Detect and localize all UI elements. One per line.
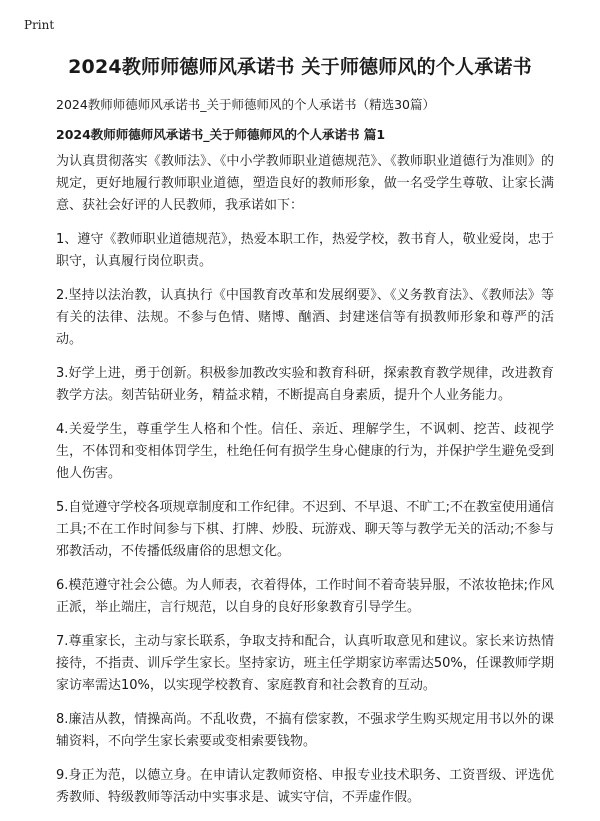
intro-paragraph: 为认真贯彻落实《教师法》、《中小学教师职业道德规范》、《教师职业道德行为准则》的规定，更好地履行教师职业道德，塑造良好的教师形象，做一名受学生尊敬、让家长满意、获社会好评的人民教师，我承诺如下： xyxy=(56,154,554,213)
pledge-item-9: 9.身正为范，以德立身。在申请认定教师资格、申报专业技术职务、工资晋级、评选优秀教师、特级教师等活动中实事求是、诚实守信，不弄虚作假。 xyxy=(56,768,554,805)
pledge-item-6: 6.模范遵守社会公德。为人师表，衣着得体，工作时间不着奇装异服，不浓妆艳抹;作风正派，举止端庄，言行规范，以自身的良好形象教育引导学生。 xyxy=(56,578,554,615)
document-body xyxy=(56,151,554,821)
pledge-item-3: 3.好学上进，勇于创新。积极参加教改实验和教育科研，探索教育教学规律，改进教育教学方法。刻苦钻研业务，精益求精，不断提高自身素质，提升个人业务能力。 xyxy=(56,366,554,403)
pledge-item-1: 1、遵守《教师职业道德规范》，热爱本职工作，热爱学校，教书育人，敬业爱岗，忠于职守，认真履行岗位职责。 xyxy=(56,232,554,269)
pledge-item-2: 2.坚持以法治教，认真执行《中国教育改革和发展纲要》、《义务教育法》、《教师法》等有关的法律、法规。不参与色情、赌博、酗酒、封建迷信等有损教师形象和尊严的活动。 xyxy=(56,288,554,347)
section-heading: 2024教师师德师风承诺书_关于师德师风的个人承诺书 篇1 xyxy=(56,127,386,142)
page-title: 2024教师师德师风承诺书 关于师德师风的个人承诺书 xyxy=(68,56,532,78)
pledge-item-8: 8.廉洁从教，情操高尚。不乱收费，不搞有偿家教，不强求学生购买规定用书以外的课辅资料，不向学生家长索要或变相索要钱物。 xyxy=(56,712,554,749)
pledge-item-4: 4.关爱学生，尊重学生人格和个性。信任、亲近、理解学生，不讽刺、挖苦、歧视学生，不体罚和变相体罚学生，杜绝任何有损学生身心健康的行为，并保护学生避免受到他人伤害。 xyxy=(56,422,554,481)
pledge-item-5: 5.自觉遵守学校各项规章制度和工作纪律。不迟到、不早退、不旷工;不在教室使用通信工具;不在工作时间参与下棋、打牌、炒股、玩游戏、聊天等与教学无关的活动;不参与邪教活动，不传播低级庸俗的思想文化。 xyxy=(56,500,554,559)
pledge-item-7: 7.尊重家长，主动与家长联系，争取支持和配合，认真听取意见和建议。家长来访热情接待，不指责、训斥学生家长。坚持家访，班主任学期家访率需达50%，任课教师学期家访率需达10%，以实现学校教育、家庭教育和社会教育的互动。 xyxy=(56,634,554,693)
document-subtitle: 2024教师师德师风承诺书_关于师德师风的个人承诺书（精选30篇） xyxy=(56,97,435,112)
print-link[interactable]: Print xyxy=(24,18,55,32)
